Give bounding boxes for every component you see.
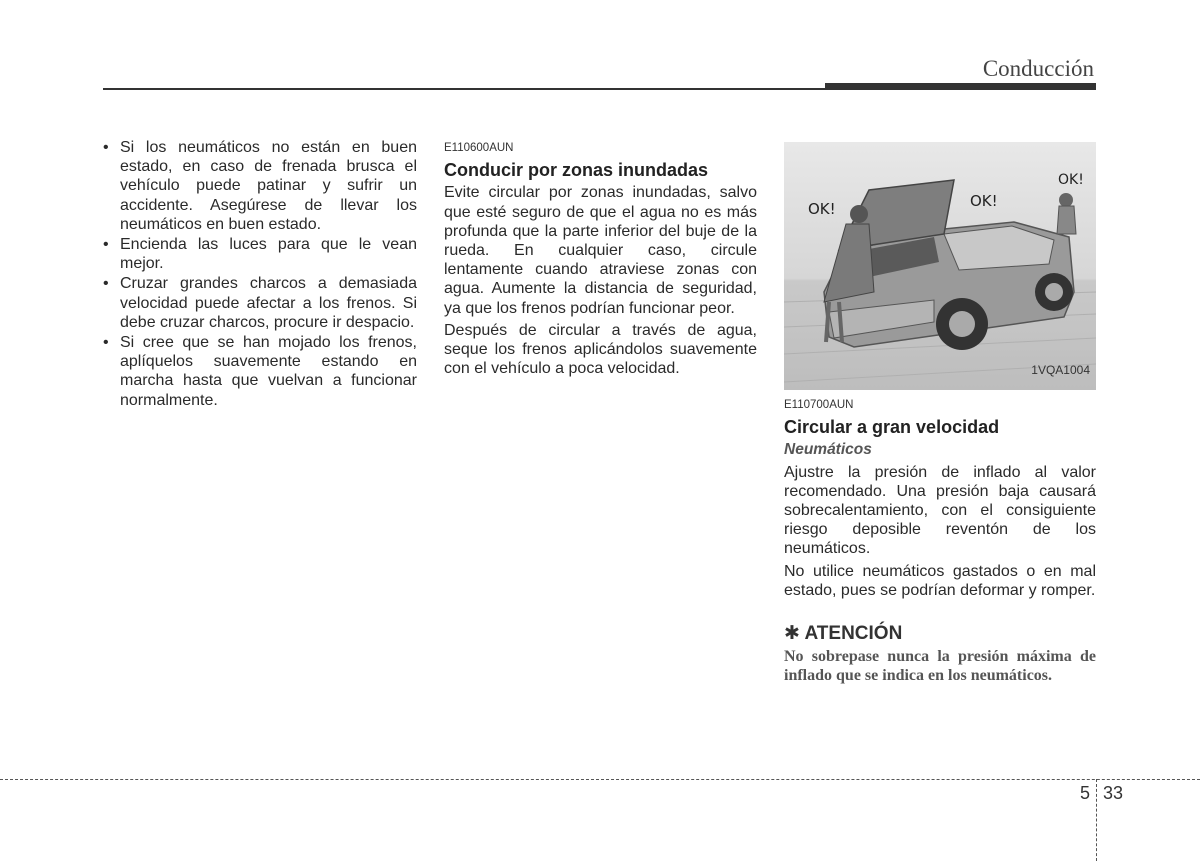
header-rule <box>103 88 825 90</box>
illustration-drawing <box>784 142 1096 390</box>
section-title: Conducir por zonas inundadas <box>444 160 709 181</box>
column-1 <box>103 138 417 411</box>
subsection-title: Neumáticos <box>784 441 872 459</box>
footer-rule <box>0 779 1200 780</box>
bullet-item: • Cruzar grandes charcos a demasiada velocidad puede afectar a los frenos. Si debe cruzar charcos, procure ir despacio. <box>103 275 417 331</box>
footer-divider <box>1096 779 1097 861</box>
paragraph: Evite circular por zonas inundadas, salvo que esté seguro de que el agua no es más profunda que la parte inferior del buje de la rueda. En cualquier caso, circule lentamente cuando atraviese zonas con agua. Aumente la distancia de seguridad, ya que los frenos podrían funcionar peor. <box>444 184 757 317</box>
chapter-number: 5 <box>1080 783 1091 803</box>
bullet-dot: • <box>103 334 109 352</box>
ok-label: OK! <box>1058 172 1084 188</box>
bullet-list <box>103 138 417 410</box>
ok-label: OK! <box>970 192 998 210</box>
caution-heading <box>784 624 1096 643</box>
figure-code: 1VQA1004 <box>1031 362 1090 377</box>
asterisk-icon: ✱ <box>784 623 800 645</box>
section-code: E110700AUN <box>784 399 854 411</box>
bullet-item: • Si cree que se han mojado los frenos, aplíquelos suavemente estando en marcha hasta que vuelvan a funcionar normalmente. <box>103 334 417 409</box>
paragraph: Después de circular a través de agua, seque los frenos aplicándolos suavemente con el vehículo a poca velocidad. <box>444 321 757 378</box>
car-inspection-illustration <box>784 142 1096 390</box>
caution-text: No sobrepase nunca la presión máxima de inflado que se indica en los neumáticos. <box>784 648 1096 685</box>
column-3 <box>784 142 1096 685</box>
paragraph: No utilice neumáticos gastados o en mal estado, pues se podrían deformar y romper. <box>784 562 1096 599</box>
section-title: Circular a gran velocidad <box>784 417 1000 438</box>
bullet-dot: • <box>103 275 109 293</box>
paragraph: Ajustre la presión de inflado al valor recomendado. Una presión baja causará sobrecalentamiento, con el consiguiente riesgo deposible reventón de los neumáticos. <box>784 463 1096 558</box>
bullet-dot: • <box>103 236 109 254</box>
bullet-item: • Encienda las luces para que le vean mejor. <box>103 236 417 273</box>
bullet-dot: • <box>103 139 109 156</box>
bullet-item: • Si los neumáticos no están en buen estado, en caso de frenada brusca el vehículo puede patinar y sufrir un accidente. Asegúrese de llevar los neumáticos en buen estado. <box>103 139 417 233</box>
section-code: E110600AUN <box>444 142 514 154</box>
ok-label: OK! <box>808 200 836 218</box>
page-header-title: Conducción <box>982 56 1094 81</box>
caution-title: ATENCIÓN <box>804 623 903 645</box>
page-number: 33 <box>1103 783 1124 803</box>
header-rule-accent <box>825 83 1096 90</box>
column-2 <box>444 139 757 381</box>
